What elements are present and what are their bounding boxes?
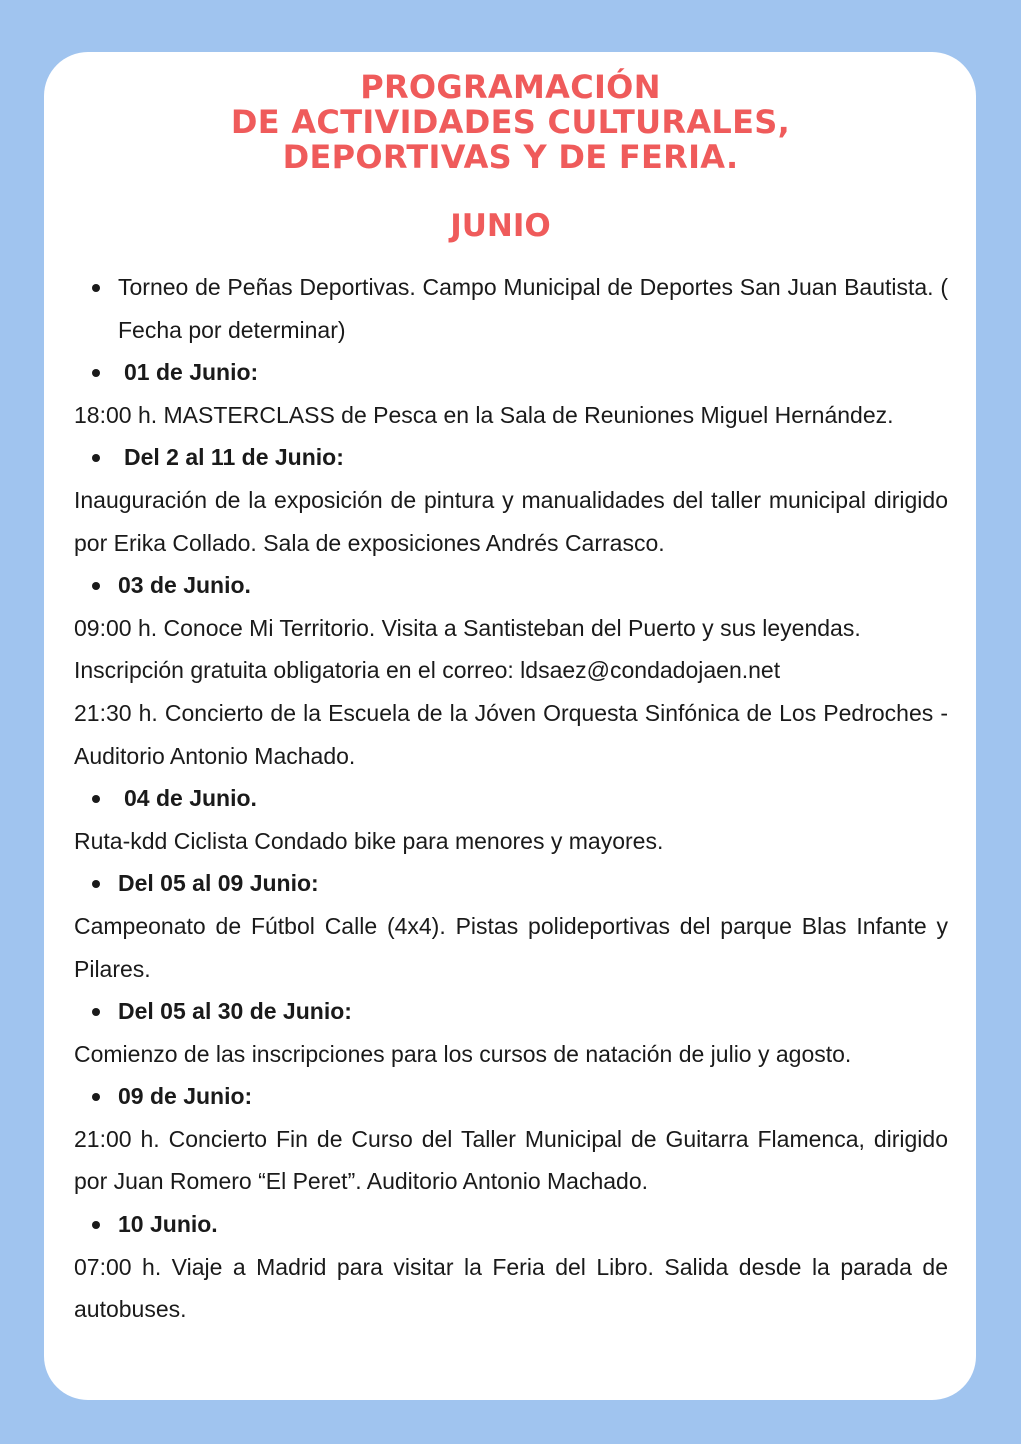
event-description: 09:00 h. Conoce Mi Territorio. Visita a Santisteban del Puerto y sus leyendas. xyxy=(74,614,861,641)
intro-item: Torneo de Peñas Deportivas. Campo Municipal de Deportes San Juan Bautista. ( Fecha por determinar) xyxy=(74,266,948,351)
event-heading: 04 de Junio. xyxy=(74,777,948,820)
event-description: 07:00 h. Viaje a Madrid para visitar la Feria del Libro. Salida desde la parada de autobuses. xyxy=(74,1253,948,1323)
title-line-3: DEPORTIVAS Y DE FERIA. xyxy=(282,138,739,176)
event-heading: Del 05 al 30 de Junio: xyxy=(74,990,948,1033)
event-heading: 03 de Junio. xyxy=(74,564,948,607)
event-description: Comienzo de las inscripciones para los cursos de natación de julio y agosto. xyxy=(74,1040,852,1067)
title-line-2: DE ACTIVIDADES CULTURALES, xyxy=(230,103,791,141)
month-heading: JUNIO xyxy=(450,208,551,244)
event-heading: 10 Junio. xyxy=(74,1203,948,1246)
events-list xyxy=(74,266,948,1331)
event-description: Inauguración de la exposición de pintura y manualidades del taller municipal dirigido por Erika Collado. Sala de exposiciones Andrés Carrasco. xyxy=(74,486,948,556)
page-title xyxy=(0,70,1021,175)
event-heading: 09 de Junio: xyxy=(74,1075,948,1118)
event-description: Ruta-kdd Ciclista Condado bike para menores y mayores. xyxy=(74,827,664,854)
event-description: 21:00 h. Concierto Fin de Curso del Taller Municipal de Guitarra Flamenca, dirigido por Juan Romero “El Peret”. Auditorio Antonio Machado. xyxy=(74,1125,948,1195)
title-line-1: PROGRAMACIÓN xyxy=(360,68,661,106)
event-description: Campeonato de Fútbol Calle (4x4). Pistas polideportivas del parque Blas Infante y Pilares. xyxy=(74,912,948,982)
event-description: 18:00 h. MASTERCLASS de Pesca en la Sala de Reuniones Miguel Hernández. xyxy=(74,401,894,428)
event-description: Inscripción gratuita obligatoria en el correo: ldsaez@condadojaen.net xyxy=(74,657,781,684)
event-heading: Del 05 al 09 Junio: xyxy=(74,862,948,905)
event-heading: Del 2 al 11 de Junio: xyxy=(74,436,948,479)
event-heading: 01 de Junio: xyxy=(74,351,948,394)
event-description: 21:30 h. Concierto de la Escuela de la Jóven Orquesta Sinfónica de Los Pedroches - Auditorio Antonio Machado. xyxy=(74,699,948,769)
